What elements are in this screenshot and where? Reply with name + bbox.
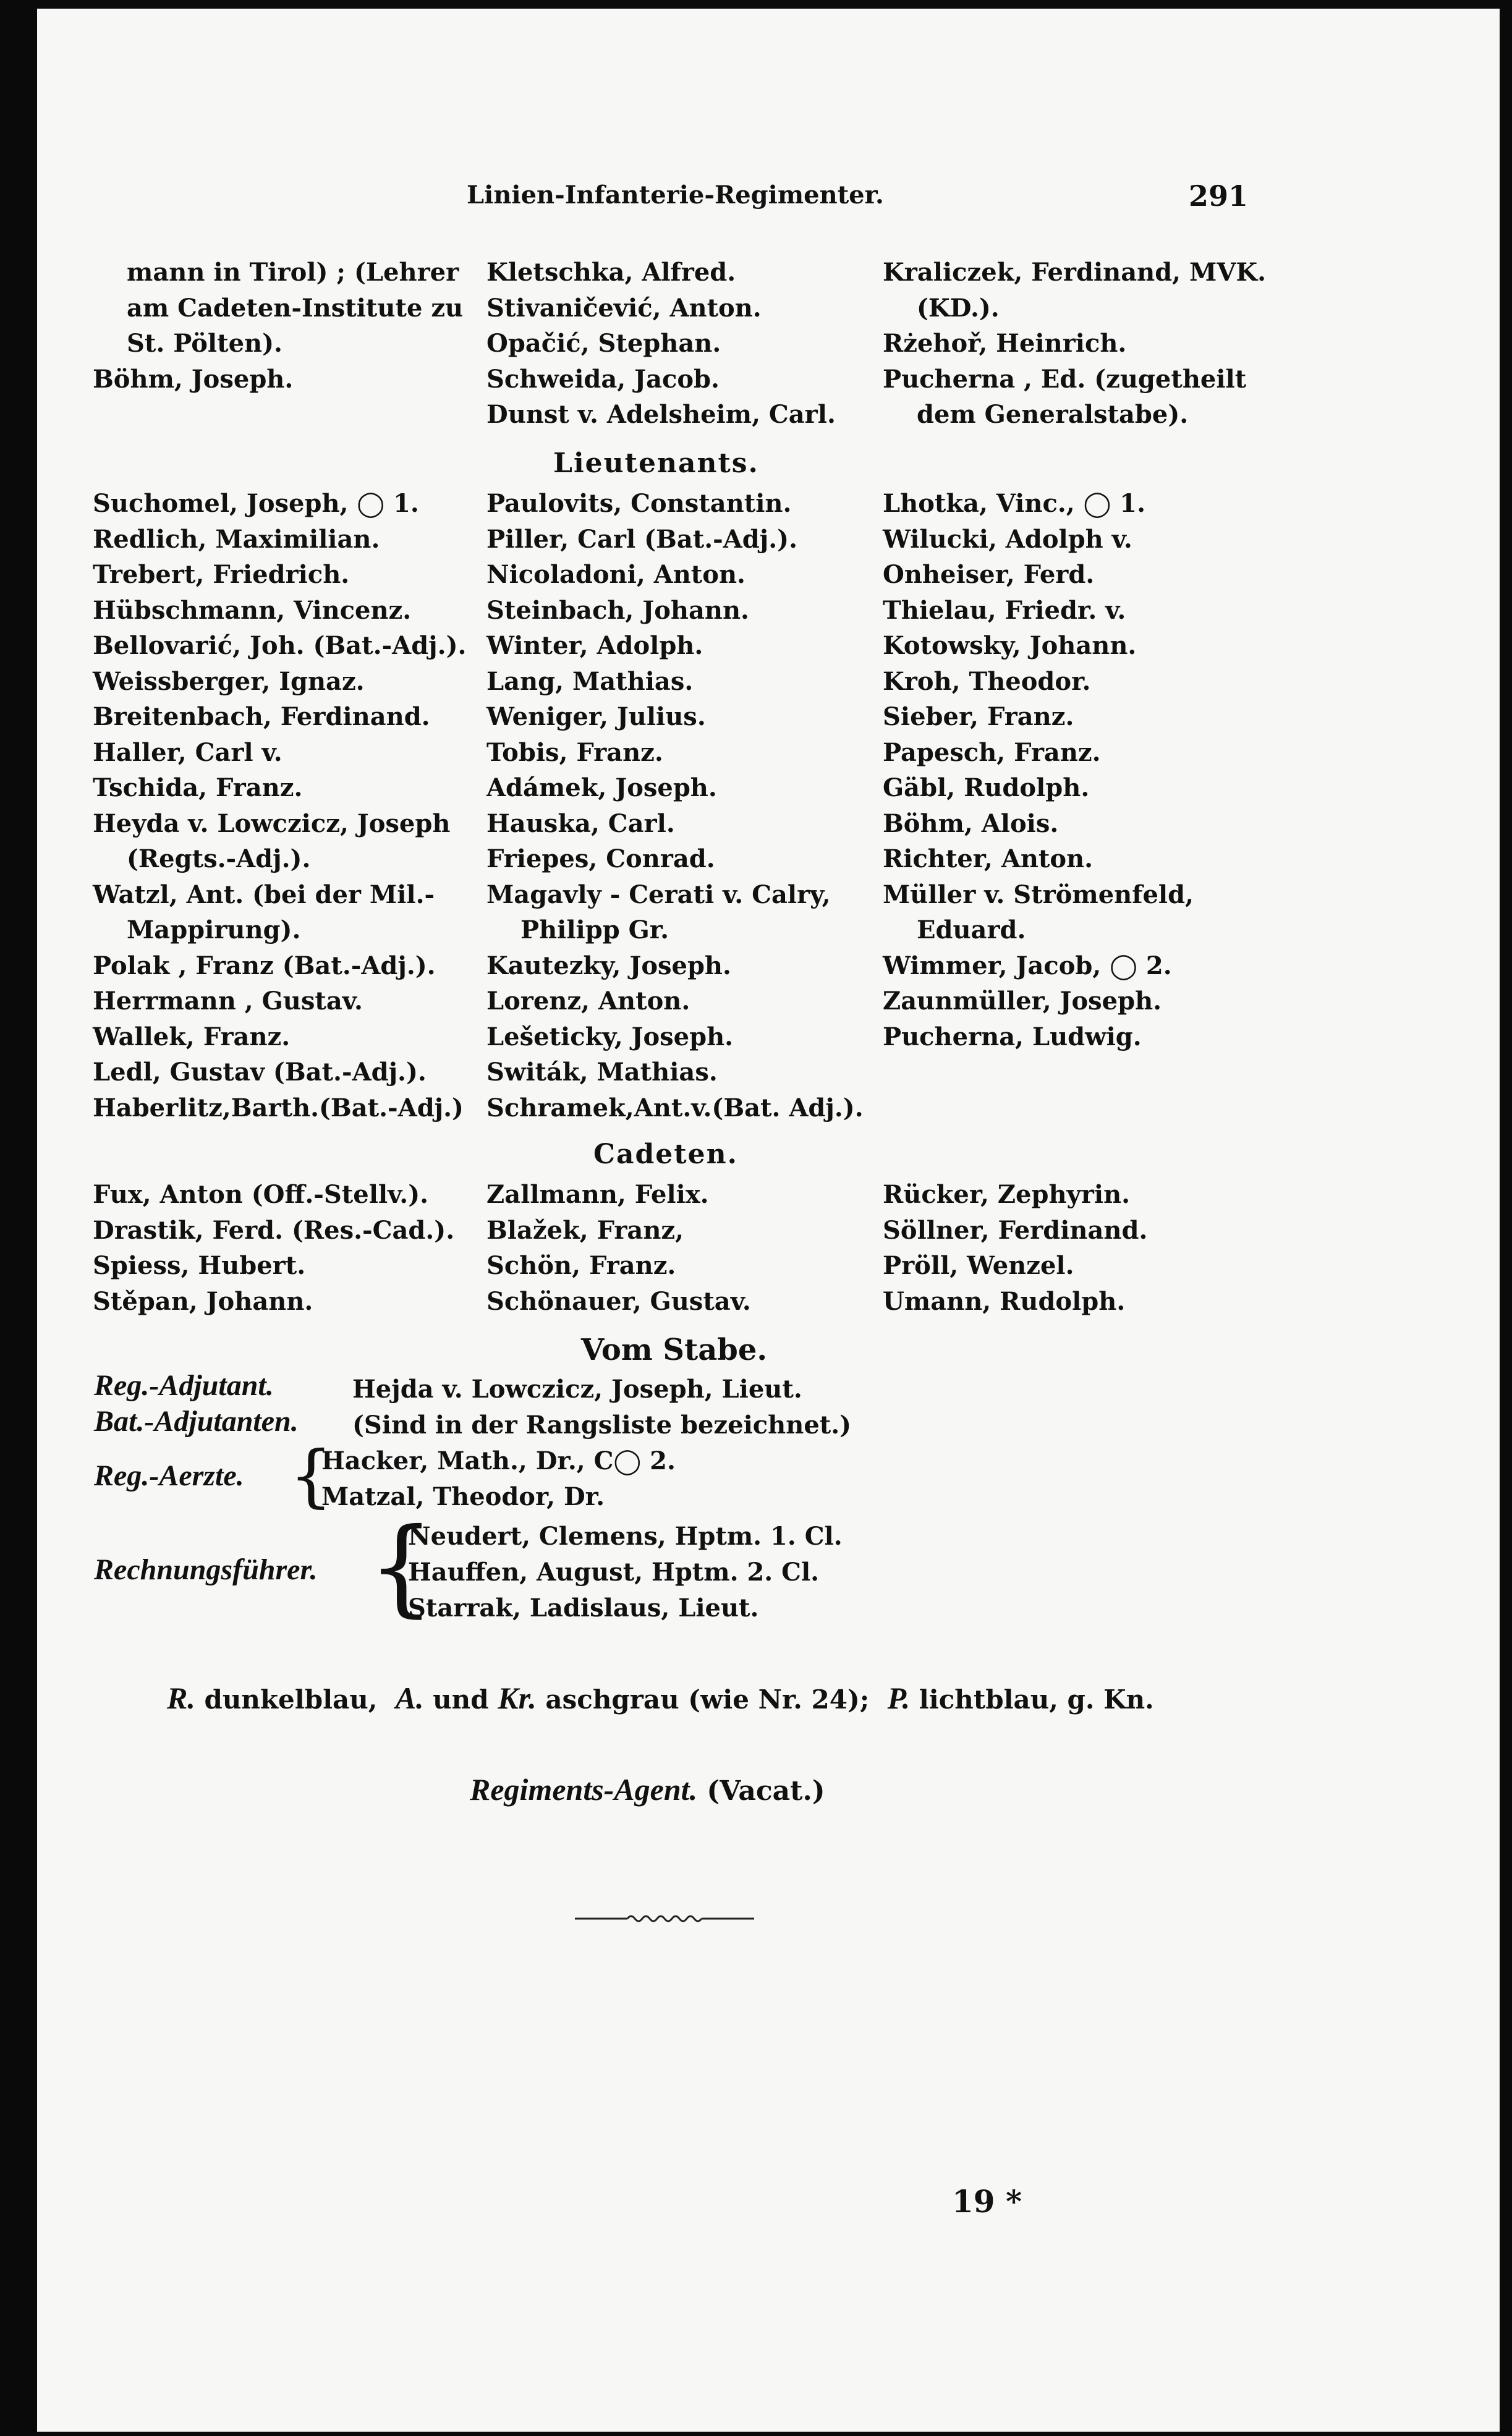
list-item: Friepes, Conrad. bbox=[486, 844, 715, 873]
agent-value: (Vacat.) bbox=[707, 1775, 825, 1807]
list-item: Pucherna, Ludwig. bbox=[883, 1022, 1142, 1051]
section-heading-lieutenants: Lieutenants. bbox=[553, 448, 759, 479]
list-item: Söllner, Ferdinand. bbox=[883, 1215, 1148, 1245]
list-item: Schweida, Jacob. bbox=[486, 364, 720, 394]
list-item: am Cadeten-Institute zu bbox=[127, 293, 464, 323]
list-item: Drastik, Ferd. (Res.-Cad.). bbox=[93, 1215, 455, 1245]
list-item: Papesch, Franz. bbox=[883, 737, 1101, 767]
list-item: dem Generalstabe). bbox=[917, 400, 1189, 429]
list-item: Blažek, Franz, bbox=[486, 1215, 684, 1245]
list-item: Philipp Gr. bbox=[520, 915, 669, 944]
list-item: Fux, Anton (Off.-Stellv.). bbox=[93, 1180, 429, 1209]
running-title: Linien-Infanterie-Regimenter. bbox=[467, 180, 884, 210]
list-item: Kraliczek, Ferdinand, MVK. bbox=[883, 258, 1267, 287]
list-item: Hauska, Carl. bbox=[486, 808, 675, 838]
page-number: 291 bbox=[1189, 179, 1249, 213]
signature-mark: 19 * bbox=[952, 2183, 1022, 2220]
list-item: Herrmann , Gustav. bbox=[93, 987, 363, 1016]
list-item: Lang, Mathias. bbox=[486, 666, 694, 696]
lieutenants-right-column bbox=[883, 486, 1194, 1055]
top-middle-column bbox=[486, 255, 836, 433]
regiments-agent-line bbox=[470, 1772, 825, 1807]
list-item: Wallek, Franz. bbox=[93, 1022, 291, 1051]
list-item: Böhm, Joseph. bbox=[93, 364, 294, 394]
list-item: Lorenz, Anton. bbox=[486, 987, 690, 1016]
uniform-kr-text: aschgrau (wie Nr. 24); bbox=[545, 1684, 870, 1715]
uniform-colors-line bbox=[167, 1680, 1154, 1716]
list-item: Magavly - Cerati v. Calry, bbox=[486, 880, 831, 909]
list-item: Stivaničević, Anton. bbox=[486, 293, 762, 323]
list-item: Onheiser, Ferd. bbox=[883, 560, 1095, 589]
top-right-column bbox=[883, 255, 1266, 433]
list-item: Eduard. bbox=[917, 915, 1026, 944]
list-item: Rżehoř, Heinrich. bbox=[883, 329, 1127, 358]
list-item: Tschida, Franz. bbox=[93, 773, 303, 802]
rechnung-line: Hauffen, August, Hptm. 2. Cl. bbox=[408, 1558, 820, 1587]
list-item: Polak , Franz (Bat.-Adj.). bbox=[93, 951, 436, 980]
section-heading-vom-stabe: Vom Stabe. bbox=[581, 1333, 768, 1367]
list-item: Kroh, Theodor. bbox=[883, 666, 1091, 696]
list-item: (Regts.-Adj.). bbox=[127, 844, 311, 873]
list-item: Wilucki, Adolph v. bbox=[883, 524, 1132, 554]
list-item: Hübschmann, Vincenz. bbox=[93, 595, 412, 625]
uniform-kr-label: Kr. bbox=[498, 1681, 537, 1715]
list-item: Lešeticky, Joseph. bbox=[486, 1022, 734, 1051]
list-item: Gäbl, Rudolph. bbox=[883, 773, 1090, 802]
uniform-r-text: dunkelblau, bbox=[204, 1684, 378, 1715]
section-heading-cadeten: Cadeten. bbox=[593, 1139, 738, 1170]
uniform-p-label: P. bbox=[887, 1681, 911, 1715]
reg-adjutant-value: Hejda v. Lowczicz, Joseph, Lieut. bbox=[352, 1375, 802, 1404]
list-item: Paulovits, Constantin. bbox=[486, 489, 792, 518]
rechnung-line: Starrak, Ladislaus, Lieut. bbox=[408, 1594, 759, 1623]
list-item: Schönauer, Gustav. bbox=[486, 1286, 751, 1316]
list-item: Nicoladoni, Anton. bbox=[486, 560, 745, 589]
list-item: Rücker, Zephyrin. bbox=[883, 1180, 1131, 1209]
uniform-und: und bbox=[433, 1684, 489, 1715]
list-item: Haberlitz,Barth.(Bat.-Adj.) bbox=[93, 1093, 464, 1123]
list-item: Heyda v. Lowczicz, Joseph bbox=[93, 808, 451, 838]
list-item: Piller, Carl (Bat.-Adj.). bbox=[486, 524, 797, 554]
agent-label: Regiments-Agent. bbox=[470, 1772, 698, 1807]
lieutenants-middle-column bbox=[486, 486, 864, 1126]
list-item: Tobis, Franz. bbox=[486, 737, 663, 767]
list-item: Pröll, Wenzel. bbox=[883, 1251, 1074, 1280]
list-item: Zaunmüller, Joseph. bbox=[883, 987, 1162, 1016]
top-left-column bbox=[93, 255, 488, 397]
list-item: Sieber, Franz. bbox=[883, 702, 1074, 731]
list-item: Weissberger, Ignaz. bbox=[93, 666, 365, 696]
list-item: Kautezky, Joseph. bbox=[486, 951, 731, 980]
list-item: (KD.). bbox=[917, 293, 1000, 323]
decorative-rule bbox=[575, 1912, 754, 1925]
rechnungsfuehrer-label: Rechnungsführer. bbox=[94, 1553, 318, 1586]
reg-aerzte-label: Reg.-Aerzte. bbox=[94, 1459, 244, 1492]
list-item: Pucherna , Ed. (zugetheilt bbox=[883, 364, 1247, 394]
list-item: Bellovarić, Joh. (Bat.-Adj.). bbox=[93, 631, 467, 660]
lieutenants-left-column bbox=[93, 486, 466, 1126]
list-item: Suchomel, Joseph, ◯ 1. bbox=[93, 489, 419, 518]
list-item: Lhotka, Vinc., ◯ 1. bbox=[883, 489, 1146, 518]
reg-adjutant-label: Reg.-Adjutant. bbox=[94, 1369, 274, 1402]
list-item: Adámek, Joseph. bbox=[486, 773, 717, 802]
list-item: Breitenbach, Ferdinand. bbox=[93, 702, 430, 731]
list-item: Weniger, Julius. bbox=[486, 702, 706, 731]
uniform-a-label: A. bbox=[395, 1681, 424, 1715]
aerzte-line: Hacker, Math., Dr., C◯ 2. bbox=[321, 1446, 676, 1475]
list-item: Schramek,Ant.v.(Bat. Adj.). bbox=[486, 1093, 864, 1123]
list-item: Schön, Franz. bbox=[486, 1251, 676, 1280]
list-item: Ledl, Gustav (Bat.-Adj.). bbox=[93, 1058, 427, 1087]
list-item: Opačić, Stephan. bbox=[486, 329, 721, 358]
list-item: Kotowsky, Johann. bbox=[883, 631, 1137, 660]
list-item: mann in Tirol) ; (Lehrer bbox=[127, 258, 459, 287]
bat-adjutants-label: Bat.-Adjutanten. bbox=[94, 1405, 299, 1438]
list-item: St. Pölten). bbox=[127, 329, 282, 358]
bat-adjutants-value: (Sind in der Rangsliste bezeichnet.) bbox=[352, 1411, 852, 1440]
list-item: Richter, Anton. bbox=[883, 844, 1094, 873]
list-item: Müller v. Strömenfeld, bbox=[883, 880, 1194, 909]
cadets-left-column bbox=[93, 1177, 454, 1319]
uniform-r-label: R. bbox=[167, 1681, 195, 1715]
brace-icon: { bbox=[368, 1506, 435, 1628]
list-item: Spiess, Hubert. bbox=[93, 1251, 306, 1280]
list-item: Trebert, Friedrich. bbox=[93, 560, 350, 589]
list-item: Wimmer, Jacob, ◯ 2. bbox=[883, 951, 1172, 980]
brace-icon: { bbox=[289, 1436, 333, 1515]
list-item: Mappirung). bbox=[127, 915, 301, 944]
uniform-p-text: lichtblau, g. Kn. bbox=[919, 1684, 1154, 1715]
rechnung-line: Neudert, Clemens, Hptm. 1. Cl. bbox=[408, 1522, 843, 1551]
list-item: Winter, Adolph. bbox=[486, 631, 703, 660]
list-item: Stěpan, Johann. bbox=[93, 1286, 313, 1316]
list-item: Watzl, Ant. (bei der Mil.- bbox=[93, 880, 435, 909]
list-item: Steinbach, Johann. bbox=[486, 595, 749, 625]
cadets-right-column bbox=[883, 1177, 1147, 1319]
list-item: Kletschka, Alfred. bbox=[486, 258, 736, 287]
book-page bbox=[37, 9, 1500, 2432]
list-item: Haller, Carl v. bbox=[93, 737, 282, 767]
cadets-middle-column bbox=[486, 1177, 751, 1319]
list-item: Dunst v. Adelsheim, Carl. bbox=[486, 400, 836, 429]
list-item: Redlich, Maximilian. bbox=[93, 524, 380, 554]
list-item: Umann, Rudolph. bbox=[883, 1286, 1126, 1316]
list-item: Thielau, Friedr. v. bbox=[883, 595, 1126, 625]
aerzte-line: Matzal, Theodor, Dr. bbox=[321, 1482, 605, 1511]
list-item: Böhm, Alois. bbox=[883, 808, 1059, 838]
list-item: Switák, Mathias. bbox=[486, 1058, 718, 1087]
list-item: Zallmann, Felix. bbox=[486, 1180, 709, 1209]
